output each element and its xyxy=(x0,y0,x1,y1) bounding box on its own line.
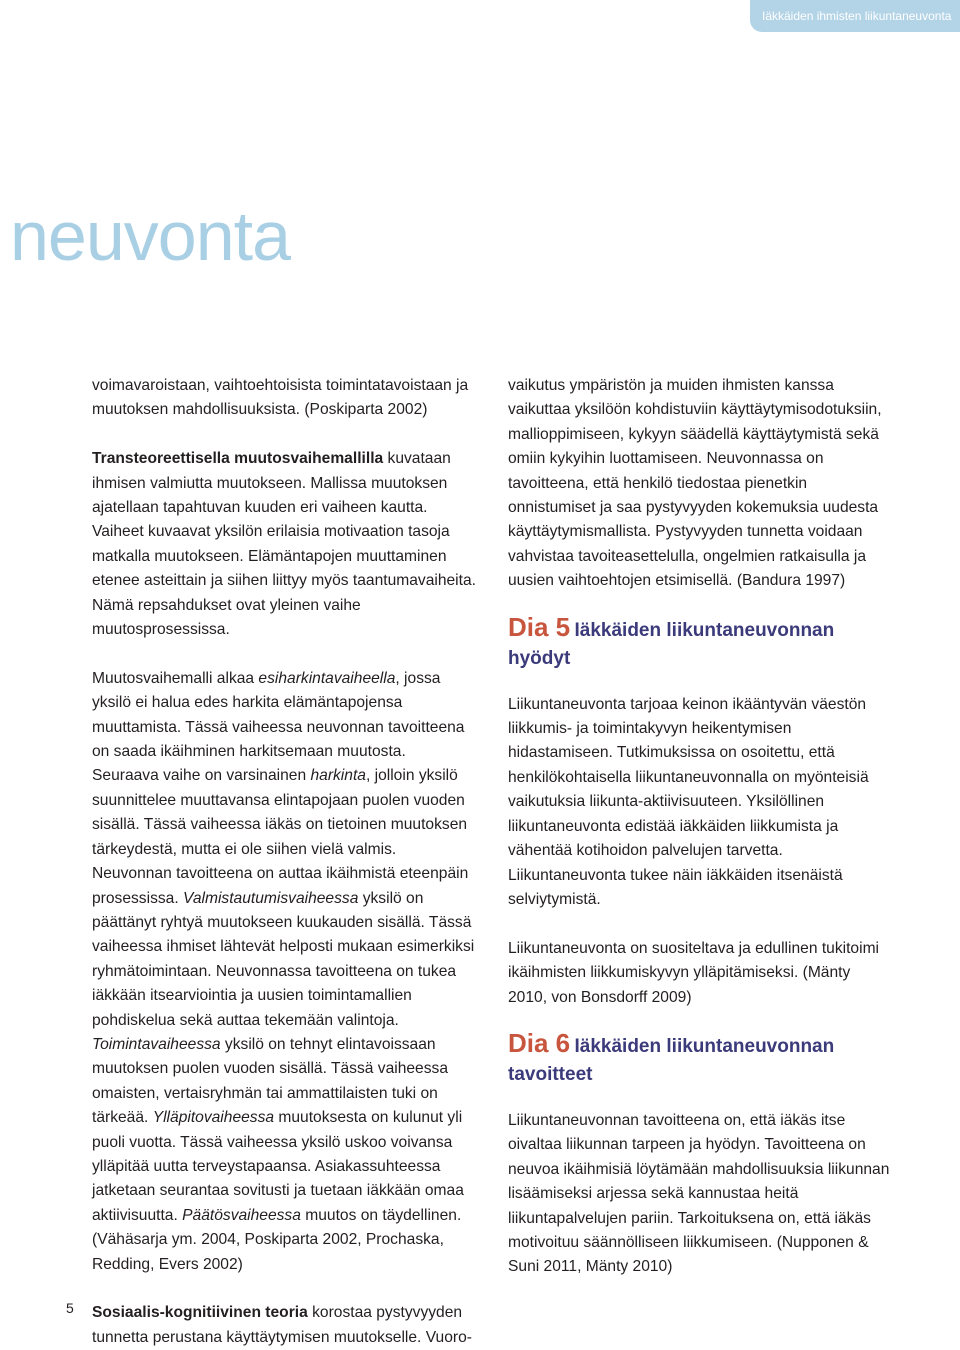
section-title: neuvonta xyxy=(10,197,291,275)
slide-number: Dia 6 xyxy=(508,1027,571,1058)
text-span: muutos on täydellinen. (Vähäsarja ym. 2004, Poskiparta 2002, Prochaska, Redding, Evers 2002) xyxy=(92,1206,462,1273)
text-span: , jolloin yksilö suunnittelee muuttavansa elintapojaan puolen vuoden sisällä. Tässä vaiheessa iäkäs on tietoinen muutoksen tärkeydestä, mutta ei ole siihen vielä valmis. Neuvonnan tavoitteena on auttaa ikäihmistä eteenpäin prosessissa. xyxy=(92,767,469,907)
slide-title: Iäkkäiden liikuntaneuvonnan tavoitteet xyxy=(508,1035,835,1085)
slide-heading-6 xyxy=(508,1027,892,1089)
paragraph-stages xyxy=(92,667,476,1277)
paragraph-goals: Liikuntaneuvonnan tavoitteena on, että iäkäs itse oivaltaa liikunnan tarpeen ja hyödyn. Tavoitteena on neuvoa ikäihmisiä löytämään mahdollisuuksia liikunnan lisäämiseksi arjessa sekä kannustaa heitä liikuntapalvelujen pariin. Tarkoituksena on, että iäkäs motivoituu säännölliseen liikkumiseen. (Nupponen & Suni 2011, Mänty 2010) xyxy=(508,1111,890,1276)
term-precontemplation: esiharkintavaiheella xyxy=(258,669,396,687)
term-transtheoretical: Transteoreettisella muutosvaihemallilla xyxy=(92,450,384,468)
paragraph-text: kuvataan ihmisen valmiutta muutokseen. Mallissa muutoksen ajatellaan tapahtuvan kuuden eri vaiheen kautta. Vaiheet kuvaavat yksilön erilaisia motivaation tasoja matkalla muutokseen. Elämäntapojen muuttaminen etenee asteittain ja siihen liittyy myös taantumavaiheita. Nämä repsahdukset ovat yleinen vaihe muutosprosessissa. xyxy=(92,450,476,639)
left-column xyxy=(92,374,476,1350)
term-preparation: Valmistautumisvaiheessa xyxy=(183,889,359,907)
page-number: 5 xyxy=(66,1300,74,1316)
running-header xyxy=(750,0,960,32)
term-maintenance: Ylläpitovaiheessa xyxy=(152,1109,275,1127)
paragraph-resources: voimavaroistaan, vaihtoehtoisista toimintatavoistaan ja muutoksen mahdollisuuksista. (Poskiparta 2002) xyxy=(92,377,469,419)
text-span: yksilö on päättänyt ryhtyä muutokseen kuukauden sisällä. Tässä vaiheessa ihmiset lähtevät helposti mukaan esimerkiksi ryhmätoimintaan. Neuvonnassa tavoitteena on tukea iäkkään itsearviointia ja uusien toimintamallien pohdiskelua sekä auttaa tekemään valintoja. xyxy=(92,889,475,1029)
text-span: , jossa yksilö ei halua edes harkita elämäntapojensa muuttamista. Tässä vaiheessa neuvonnan tavoitteena on saada ikäihminen harkitsemaan muutosta. Seuraava vaihe on varsinainen xyxy=(92,669,465,785)
term-contemplation: harkinta xyxy=(310,767,366,785)
slide-heading-5 xyxy=(508,611,892,673)
term-action: Toimintavaiheessa xyxy=(92,1035,221,1053)
running-title: Iäkkäiden ihmisten liikuntaneuvonta xyxy=(762,9,952,23)
paragraph-social-cognitive xyxy=(92,1301,476,1350)
slide-number: Dia 5 xyxy=(508,611,571,642)
paragraph-interaction: vaikutus ympäristön ja muiden ihmisten kanssa vaikuttaa yksilöön kohdistuviin käyttäytymisodotuksiin, mallioppimiseen, kykyyn säädellä käyttäytymistä sekä omiin kykyihin luottamiseen. Neuvonnassa on tavoitteena, että henkilö tiedostaa pienetkin onnistumiset ja saa pystyvyyden kokemuksia uudesta käyttäytymismallista. Pystyvyyden tunnetta voidaan vahvistaa tavoiteasettelulla, ongelmien ratkaisulla ja uusien vaihtoehtojen etsimisellä. (Bandura 1997) xyxy=(508,377,882,590)
term-social-cognitive: Sosiaalis-kognitiivinen teoria xyxy=(92,1304,308,1322)
paragraph-recommended: Liikuntaneuvonta on suositeltava ja edullinen tukitoimi ikäihmisten liikkumiskyvyn ylläpitämiseksi. (Mänty 2010, von Bonsdorff 2009) xyxy=(508,939,880,1006)
slide-title: Iäkkäiden liikuntaneuvonnan hyödyt xyxy=(508,619,835,669)
paragraph-benefits: Liikuntaneuvonta tarjoaa keinon ikääntyvän väestön liikkumis- ja toimintakyvyn heikentymisen hidastamiseen. Tutkimuksissa on osoitettu, että henkilökohtaisella liikuntaneuvonnalla on myönteisiä vaikutuksia liikunta-aktiivisuuteen. Yksilöllinen liikuntaneuvonta edistää iäkkäiden liikkumista ja vähentää kotihoidon palvelujen tarvetta. Liikuntaneuvonta tukee näin iäkkäiden itsenäistä selviytymistä. xyxy=(508,695,869,908)
text-span: muutoksesta on kulunut yli puoli vuotta. Tässä vaiheessa yksilö uskoo voivansa ylläpitää uutta terveystapaansa. Asiakassuhteessa jatketaan seurantaa sovitusti ja tuetaan iäkkään omaa aktiivisuutta. xyxy=(92,1109,464,1224)
term-termination: Päätösvaiheessa xyxy=(182,1206,301,1224)
right-column xyxy=(508,374,892,1280)
paragraph-text: korostaa pystyvyyden tunnetta perustana käyttäytymisen muutokselle. Vuoro- xyxy=(92,1304,472,1346)
text-span: Muutosvaihemalli alkaa xyxy=(92,669,259,687)
text-span: yksilö on tehnyt elintavoissaan muutoksen puolen vuoden sisällä. Tässä vaiheessa omaisten, vertaisryhmän tai ammattilaisten tuki on tärkeää. xyxy=(92,1035,448,1127)
paragraph-transtheoretical xyxy=(92,447,476,642)
